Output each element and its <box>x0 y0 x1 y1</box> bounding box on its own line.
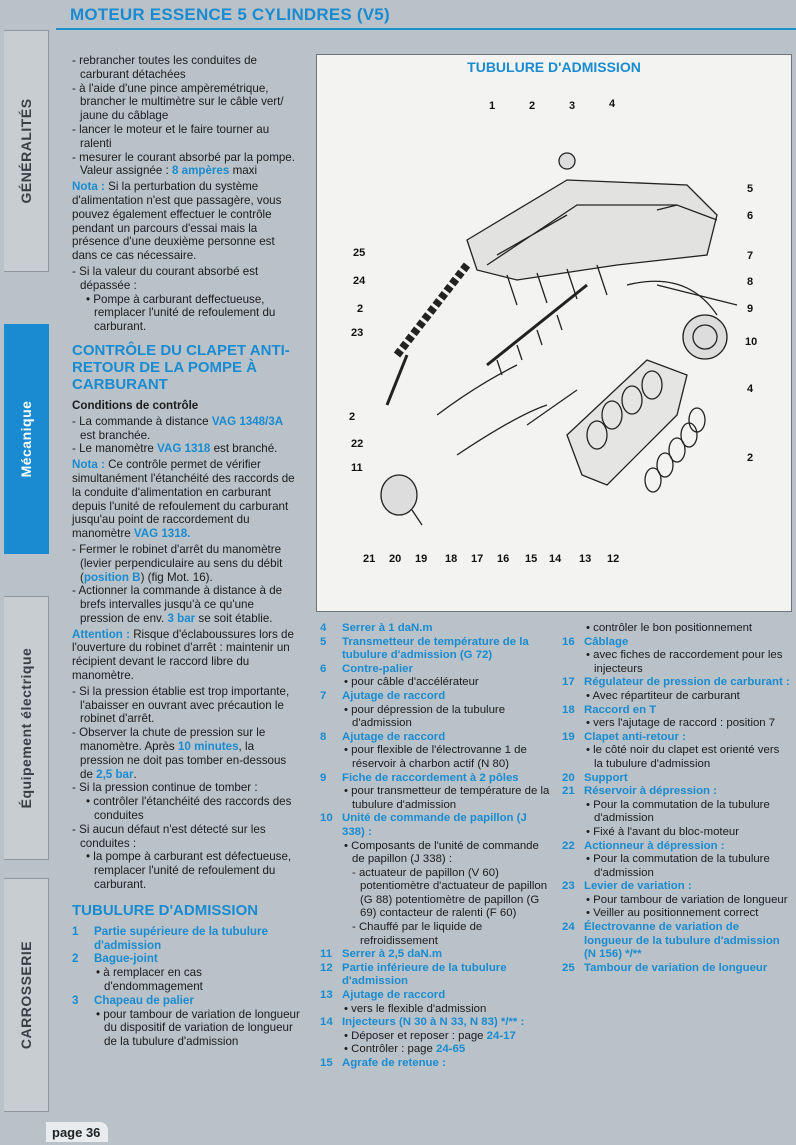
legend-item: 10 Unité de commande de papillon (J 338) : • Composants de l'unité de commande de papillon (J 338) : - actuateur de papillon (V 60) potentiomètre d'actuateur de papillon (G 88) potentiomètre de papillon (G 69) contacteur de ralenti (F 60) - Chauffé par le liquide de refroidissement <box>320 812 548 947</box>
tab-mecanique[interactable]: Mécanique <box>4 324 49 554</box>
legend-item: 25 Tambour de variation de longueur <box>562 961 768 974</box>
callout-label: 9 <box>747 303 754 315</box>
callout-label: 2 <box>357 303 364 315</box>
legend-item: 1 Partie supérieure de la tubulure d'admission <box>72 924 268 952</box>
legend-item: 17 Régulateur de pression de carburant : • Avec répartiteur de carburant <box>562 676 790 702</box>
callout-label: 13 <box>579 553 592 565</box>
legend-item: 8 Ajutage de raccord • pour flexible de l'électrovanne 1 de réservoir à charbon actif (N 80) <box>320 730 527 770</box>
step-text: - Si la pression établie est trop importante, l'abaisser en ouvrant avec précaution le robinet d'arrêt. <box>72 684 290 726</box>
page-title: MOTEUR ESSENCE 5 CYLINDRES (V5) <box>70 5 390 24</box>
step-text: - Fermer le robinet d'arrêt du manomètre (levier perpendiculaire au sens du débit (position B) (fig Mot. 16). <box>72 542 283 584</box>
section-heading: CONTRÔLE DU CLAPET ANTI-RETOUR DE LA POMPE À CARBURANT <box>72 341 290 393</box>
section-heading: TUBULURE D'ADMISSION <box>72 901 259 919</box>
callout-label: 18 <box>445 553 458 565</box>
step-text: - Le manomètre VAG 1318 est branché. <box>72 442 278 456</box>
page-header <box>56 0 796 30</box>
legend-item: 13 Ajutage de raccord • vers le flexible d'admission <box>320 989 487 1015</box>
step-text: - lancer le moteur et le faire tourner au ralenti <box>72 122 270 150</box>
callout-label: 24 <box>353 275 366 287</box>
tab-generalites[interactable]: GÉNÉRALITÉS <box>4 30 49 272</box>
attention-paragraph: Attention : Risque d'éclaboussures lors de l'ouverture du robinet d'arrêt : maintenir un récipient devant le raccord libre du manomètre. <box>72 627 294 683</box>
callout-label: 6 <box>747 210 754 222</box>
page-number: page 36 <box>46 1122 108 1142</box>
callout-label: 17 <box>471 553 484 565</box>
callout-label: 2 <box>349 411 356 423</box>
callout-label: 15 <box>525 553 538 565</box>
legend-item: 22 Actionneur à dépression : • Pour la commutation de la tubulure d'admission <box>562 839 770 879</box>
callout-label: 2 <box>747 452 754 464</box>
callout-label: 4 <box>609 98 616 110</box>
step-text: - Si la valeur du courant absorbé est dépassée : <box>72 264 259 292</box>
callout-label: 19 <box>415 553 428 565</box>
callout-label: 3 <box>569 100 576 112</box>
legend-item: 12 Partie inférieure de la tubulure d'admission <box>320 961 507 988</box>
legend-item: 24 Électrovanne de variation de longueur de la tubulure d'admission (N 156) */** <box>562 921 780 961</box>
callout-label: 7 <box>747 250 754 262</box>
legend-item: 14 Injecteurs (N 30 à N 33, N 83) */** : • Déposer et reposer : page 24-17 • Contrôler : page 24-65 <box>320 1016 525 1056</box>
legend-item: 3 Chapeau de palier • pour tambour de variation de longueur du dispositif de variation de longueur de la tubulure d'admission <box>72 993 300 1049</box>
callout-label: 16 <box>497 553 510 565</box>
exploded-diagram <box>316 54 792 612</box>
step-text: - Si aucun défaut n'est détecté sur les conduites : <box>72 822 266 850</box>
legend-item: 18 Raccord en T • vers l'ajutage de raccord : position 7 <box>562 703 776 730</box>
legend-item: 11 Serrer à 2,5 daN.m <box>320 948 443 961</box>
callout-label: 21 <box>363 553 376 565</box>
callout-label: 8 <box>747 276 754 288</box>
callout-label: 2 <box>529 100 536 112</box>
legend-item: 6 Contre-palier • pour câble d'accélérateur <box>320 662 479 689</box>
diagram-drawing <box>317 55 791 611</box>
legend-item: 4 Serrer à 1 daN.m <box>320 622 433 634</box>
callout-label: 23 <box>351 327 364 339</box>
legend-item: 5 Transmetteur de température de la tubulure d'admission (G 72) <box>320 635 529 662</box>
legend-item: 23 Levier de variation : • Pour tambour de variation de longueur • Veiller au positionnement correct <box>562 880 788 920</box>
step-text: • Pompe à carburant deffectueuse, remplacer l'unité de refoulement du carburant. <box>86 292 276 334</box>
callout-label: 12 <box>607 553 620 565</box>
step-text: - Observer la chute de pression sur le manomètre. Après 10 minutes, la pression ne doit pas tomber en-dessous de 2,5 bar. <box>72 726 287 781</box>
callout-label: 10 <box>745 336 758 348</box>
callout-label: 25 <box>353 247 366 259</box>
legend-column-right <box>562 622 790 975</box>
tab-equipement-electrique[interactable]: Équipement électrique <box>4 596 49 860</box>
legend-item: 21 Réservoir à dépression : • Pour la commutation de la tubulure d'admission • Fixé à l'avant du bloc-moteur <box>562 785 770 838</box>
callout-label: 5 <box>747 183 754 195</box>
diagram-title: TUBULURE D'ADMISSION <box>467 59 641 75</box>
legend-item: 9 Fiche de raccordement à 2 pôles • pour transmetteur de température de la tubulure d'admission <box>320 771 550 811</box>
step-text: - Si la pression continue de tomber : <box>72 781 258 795</box>
legend-item: 2 Bague-joint • à remplacer en cas d'endommagement <box>72 952 203 994</box>
step-text: - à l'aide d'une pince ampèremétrique, brancher le multimètre sur le câble vert/ jaune du câblage <box>72 81 284 123</box>
legend-item: 20 Support <box>562 771 628 784</box>
subheading: Conditions de contrôle <box>72 398 199 412</box>
legend-item: 19 Clapet anti-retour : • le côté noir du clapet est orienté vers la tubulure d'admission <box>562 730 780 770</box>
callout-label: 1 <box>489 100 496 112</box>
legend-continuation: • contrôler le bon positionnement <box>586 622 753 634</box>
left-column <box>72 54 300 1049</box>
step-text: - mesurer le courant absorbé par la pompe. <box>72 150 295 164</box>
callout-label: 22 <box>351 438 364 450</box>
legend-column-middle <box>320 622 550 1071</box>
step-text: - Actionner la commande à distance à de brefs intervalles jusqu'à ce qu'une pression de env. 3 bar se soit établie. <box>72 584 283 625</box>
callout-label: 4 <box>747 383 754 395</box>
legend-item: 15 Agrafe de retenue : <box>320 1057 446 1069</box>
nota-paragraph: Nota : Si la perturbation du système d'alimentation n'est que passagère, vous pouvez également effectuer le contrôle pendant un parcours d'essai mais la présence d'une deuxième personne est dans ce cas nécessaire. <box>72 180 282 263</box>
step-text: • contrôler l'étanchéité des raccords des conduites <box>86 795 292 823</box>
callout-label: 14 <box>549 553 562 565</box>
legend-item: 16 Câblage • avec fiches de raccordement pour les injecteurs <box>562 635 783 675</box>
step-text: • la pompe à carburant est défectueuse, remplacer l'unité de refoulement du carburant. <box>86 850 292 892</box>
callout-label: 11 <box>351 462 363 474</box>
value-line: Valeur assignée : 8 ampères maxi <box>80 164 258 178</box>
legend-item: 7 Ajutage de raccord • pour dépression de la tubulure d'admission <box>320 689 506 730</box>
step-text: - La commande à distance VAG 1348/3A est branchée. <box>72 414 284 442</box>
step-text: - rebrancher toutes les conduites de carburant détachées <box>72 54 257 81</box>
tab-carrosserie[interactable]: CARROSSERIE <box>4 878 49 1112</box>
nota-paragraph: Nota : Ce contrôle permet de vérifier simultanément l'étanchéité des raccords de la conduite d'alimentation en carburant depuis l'unité de refoulement du carburant jusqu'au point de raccordement du manomètre VAG 1318. <box>72 458 295 541</box>
section-sidebar <box>0 30 48 1130</box>
callout-label: 20 <box>389 553 402 565</box>
